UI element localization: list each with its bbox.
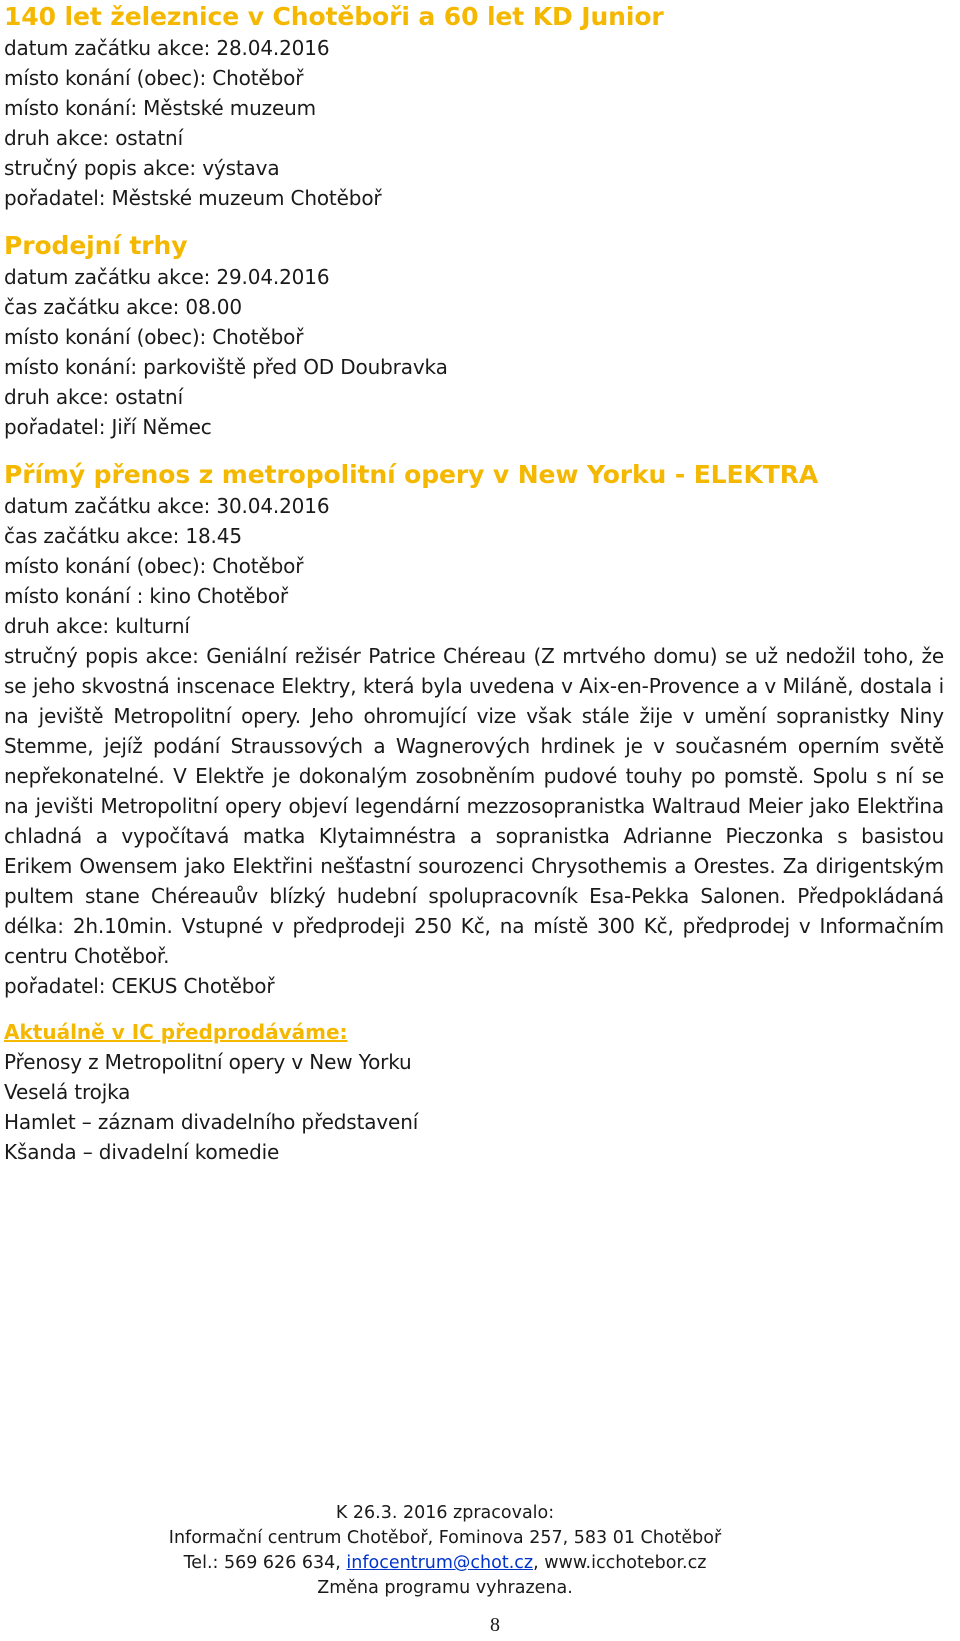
event-town: místo konání (obec): Chotěboř [4,325,304,349]
section-gap [4,213,954,229]
event-time: čas začátku akce: 18.45 [4,524,242,548]
event-type: druh akce: ostatní [4,126,183,150]
footer-disclaimer: Změna programu vyhrazena. [317,1578,573,1598]
ic-presale-section [4,1017,954,1167]
footer-email-link[interactable]: infocentrum@chot.cz [346,1553,534,1573]
event-organizer: pořadatel: Jiří Němec [4,415,212,439]
event-date: datum začátku akce: 30.04.2016 [4,494,330,518]
event-short-description: stručný popis akce: výstava [4,156,280,180]
presale-item: Hamlet – záznam divadelního představení [4,1110,419,1134]
footer-contact [0,1551,890,1576]
footer-processed-by: K 26.3. 2016 zpracovalo: [335,1503,555,1523]
page-number: 8 [490,1614,500,1636]
event-opera-broadcast [4,458,954,1001]
section-gap [4,442,954,458]
event-market [4,229,954,442]
presale-item: Veselá trojka [4,1080,131,1104]
event-type: druh akce: kulturní [4,614,190,638]
event-long-description: stručný popis akce: Geniální režisér Patrice Chéreau (Z mrtvého domu) se už nedožil toho, že se jeho skvostná inscenace Elektry, která byla uvedena v Aix-en-Provence a v Miláně, dostala i na jeviště Metropolitní opery. Jeho ohromující vize však stále žije v umění sopranistky Niny Stemme, jejíž podání Straussových a Wagnerových hrdinek je v současném operním světě nepřekonatelné. V Elektře je dokonalým zosobněním pudové touhy po pomstě. Spolu s ní se na jevišti Metropolitní opery objeví legendární mezzosopranistka Waltraud Meier jako Elektřina chladná a vypočítavá matka Klytaimnéstra a sopranistka Adrianne Pieczonka s basistou Erikem Owensem jako Elektřini nešťastní sourozenci Chrysothemis a Orestes. Za dirigentským pultem stane Chéreauův blízký hudební spolupracovník Esa-Pekka Salonen. Předpokládaná délka: 2h.10min. Vstupné v předprodeji 250 Kč, na místě 300 Kč, předprodej v Informačním centru Chotěboř. [4,644,944,968]
event-railway-exhibition [4,0,954,213]
event-organizer: pořadatel: Městské muzeum Chotěboř [4,186,382,210]
event-date: datum začátku akce: 28.04.2016 [4,36,330,60]
event-venue: místo konání: parkoviště před OD Doubravka [4,355,448,379]
event-time: čas začátku akce: 08.00 [4,295,242,319]
event-venue: místo konání : kino Chotěboř [4,584,289,608]
event-town: místo konání (obec): Chotěboř [4,66,304,90]
footer-address: Informační centrum Chotěboř, Fominova 257, 583 01 Chotěboř [168,1528,722,1548]
event-title: 140 let železnice v Chotěboři a 60 let KD Junior [4,2,664,31]
event-town: místo konání (obec): Chotěboř [4,554,304,578]
event-title: Přímý přenos z metropolitní opery v New Yorku - ELEKTRA [4,460,819,489]
program-content [4,0,954,1167]
footer-website: , www.icchotebor.cz [533,1553,707,1573]
ic-presale-heading: Aktuálně v IC předprodáváme: [4,1020,348,1044]
event-type: druh akce: ostatní [4,385,183,409]
section-gap [4,1001,954,1017]
footer-phone: Tel.: 569 626 634, [183,1553,347,1573]
event-title: Prodejní trhy [4,231,188,260]
event-venue: místo konání: Městské muzeum [4,96,316,120]
event-organizer: pořadatel: CEKUS Chotěboř [4,974,275,998]
page-footer [0,1501,890,1601]
presale-item: Kšanda – divadelní komedie [4,1140,280,1164]
presale-item: Přenosy z Metropolitní opery v New Yorku [4,1050,412,1074]
event-date: datum začátku akce: 29.04.2016 [4,265,330,289]
